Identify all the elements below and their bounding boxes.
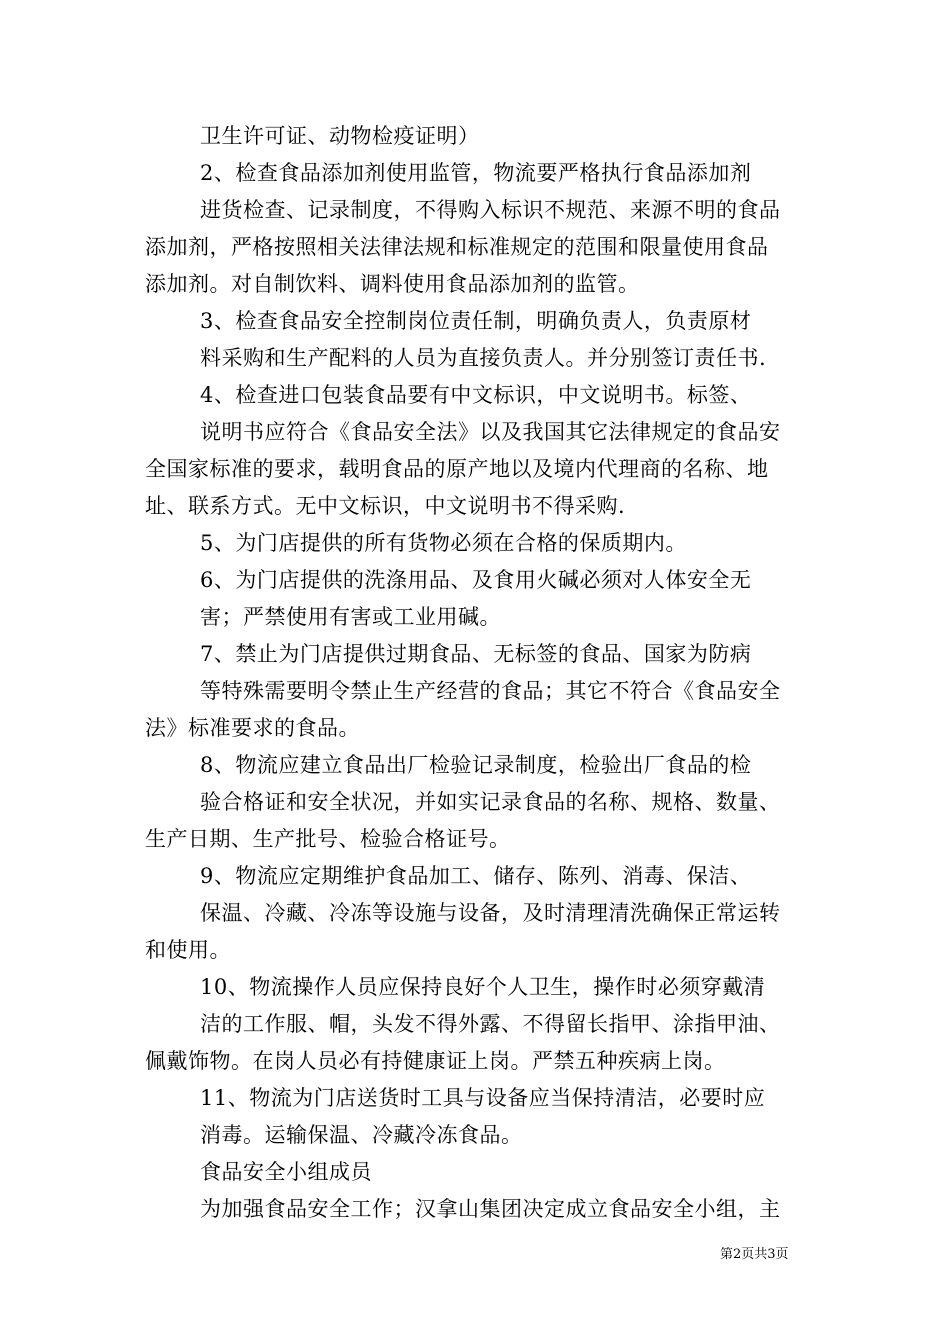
text-line: 害；严禁使用有害或工业用碱。	[200, 605, 501, 629]
text-line: 说明书应符合《食品安全法》以及我国其它法律规定的食品安	[200, 420, 781, 444]
text-line: 法》标准要求的食品。	[145, 716, 360, 740]
text-line: 生产日期、生产批号、检验合格证号。	[145, 827, 511, 851]
text-line: 消毒。运输保温、冷藏冷冻食品。	[200, 1123, 523, 1147]
text-line: 5、为门店提供的所有货物必须在合格的保质期内。	[200, 531, 687, 555]
text-line: 验合格证和安全状况，并如实记录食品的名称、规格、数量、	[200, 790, 781, 814]
section-heading: 食品安全小组成员	[200, 1160, 372, 1184]
text-line: 11、物流为门店送货时工具与设备应当保持清洁，必要时应	[200, 1086, 766, 1110]
text-line: 7、禁止为门店提供过期食品、无标签的食品、国家为防病	[200, 642, 752, 666]
text-line: 添加剂，严格按照相关法律法规和标准规定的范围和限量使用食品	[145, 235, 769, 259]
text-line: 3、检查食品安全控制岗位责任制，明确负责人，负责原材	[200, 309, 752, 333]
text-line: 保温、冷藏、冷冻等设施与设备，及时清理清洗确保正常运转	[200, 901, 781, 925]
text-line: 料采购和生产配料的人员为直接负责人。并分别签订责任书.	[200, 346, 767, 370]
text-line: 10、物流操作人员应保持良好个人卫生，操作时必须穿戴清	[200, 975, 766, 999]
text-line: 6、为门店提供的洗涤用品、及食用火碱必须对人体安全无	[200, 568, 752, 592]
text-line: 卫生许可证、动物检疫证明）	[200, 124, 480, 148]
text-line: 和使用。	[145, 938, 231, 962]
text-line: 洁的工作服、帽，头发不得外露、不得留长指甲、涂指甲油、	[200, 1012, 781, 1036]
text-line: 2、检查食品添加剂使用监管，物流要严格执行食品添加剂	[200, 161, 752, 185]
text-line: 4、检查进口包装食品要有中文标识，中文说明书。标签、	[200, 383, 752, 407]
text-line: 佩戴饰物。在岗人员必有持健康证上岗。严禁五种疾病上岗。	[145, 1049, 726, 1073]
text-line: 9、物流应定期维护食品加工、储存、陈列、消毒、保洁、	[200, 864, 752, 888]
text-line: 进货检查、记录制度，不得购入标识不规范、来源不明的食品	[200, 198, 781, 222]
text-line: 添加剂。对自制饮料、调料使用食品添加剂的监管。	[145, 272, 640, 296]
text-line: 8、物流应建立食品出厂检验记录制度，检验出厂食品的检	[200, 753, 752, 777]
text-line: 等特殊需要明令禁止生产经营的食品；其它不符合《食品安全	[200, 679, 781, 703]
text-line: 为加强食品安全工作；汉拿山集团决定成立食品安全小组，主	[200, 1197, 781, 1221]
text-line: 全国家标准的要求，载明食品的原产地以及境内代理商的名称、地	[145, 457, 769, 481]
page-number-footer: 第2页共3页	[720, 1247, 789, 1262]
text-line: 址、联系方式。无中文标识，中文说明书不得采购.	[145, 494, 626, 518]
